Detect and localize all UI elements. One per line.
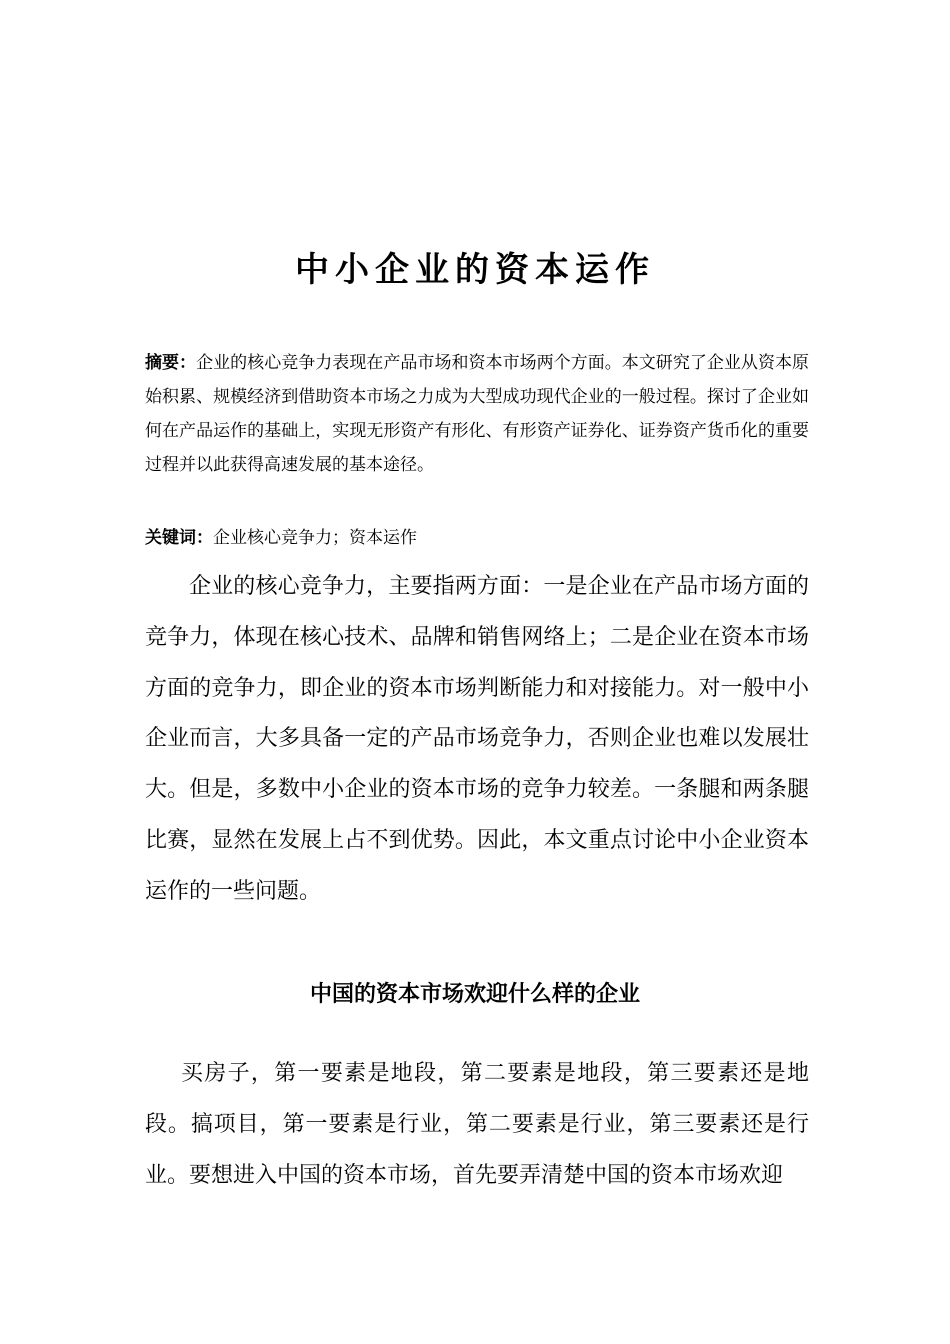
keywords-label: 关键词：: [145, 528, 213, 548]
abstract-text: 企业的核心竞争力表现在产品市场和资本市场两个方面。本文研究了企业从资本原始积累、规模经济到借助资本市场之力成为大型成功现代企业的一般过程。探讨了企业如何在产品运作的基础上，实现无形资产有形化、有形资产证券化、证券资产货币化的重要过程并以此获得高速发展的基本途径。: [145, 353, 810, 475]
abstract-label: 摘要：: [145, 353, 197, 373]
keywords-text: 企业核心竞争力；资本运作: [213, 528, 417, 548]
intro-paragraph: 企业的核心竞争力，主要指两方面：一是企业在产品市场方面的竞争力，体现在核心技术、品牌和销售网络上；二是企业在资本市场方面的竞争力，即企业的资本市场判断能力和对接能力。对一般中小企业而言，大多具备一定的产品市场竞争力，否则企业也难以发展壮大。但是，多数中小企业的资本市场的竞争力较差。一条腿和两条腿比赛，显然在发展上占不到优势。因此，本文重点讨论中小企业资本运作的一些问题。: [145, 574, 809, 904]
abstract: [145, 346, 809, 482]
section-heading: 中国的资本市场欢迎什么样的企业: [309, 982, 640, 1007]
document-title: 中小企业的资本运作: [295, 250, 655, 290]
section-paragraph: 买房子，第一要素是地段，第二要素是地段，第三要素还是地段。搞项目，第一要素是行业，第二要素是行业，第三要素还是行业。要想进入中国的资本市场，首先要弄清楚中国的资本市场欢迎: [145, 1061, 809, 1188]
keywords: [145, 521, 417, 555]
